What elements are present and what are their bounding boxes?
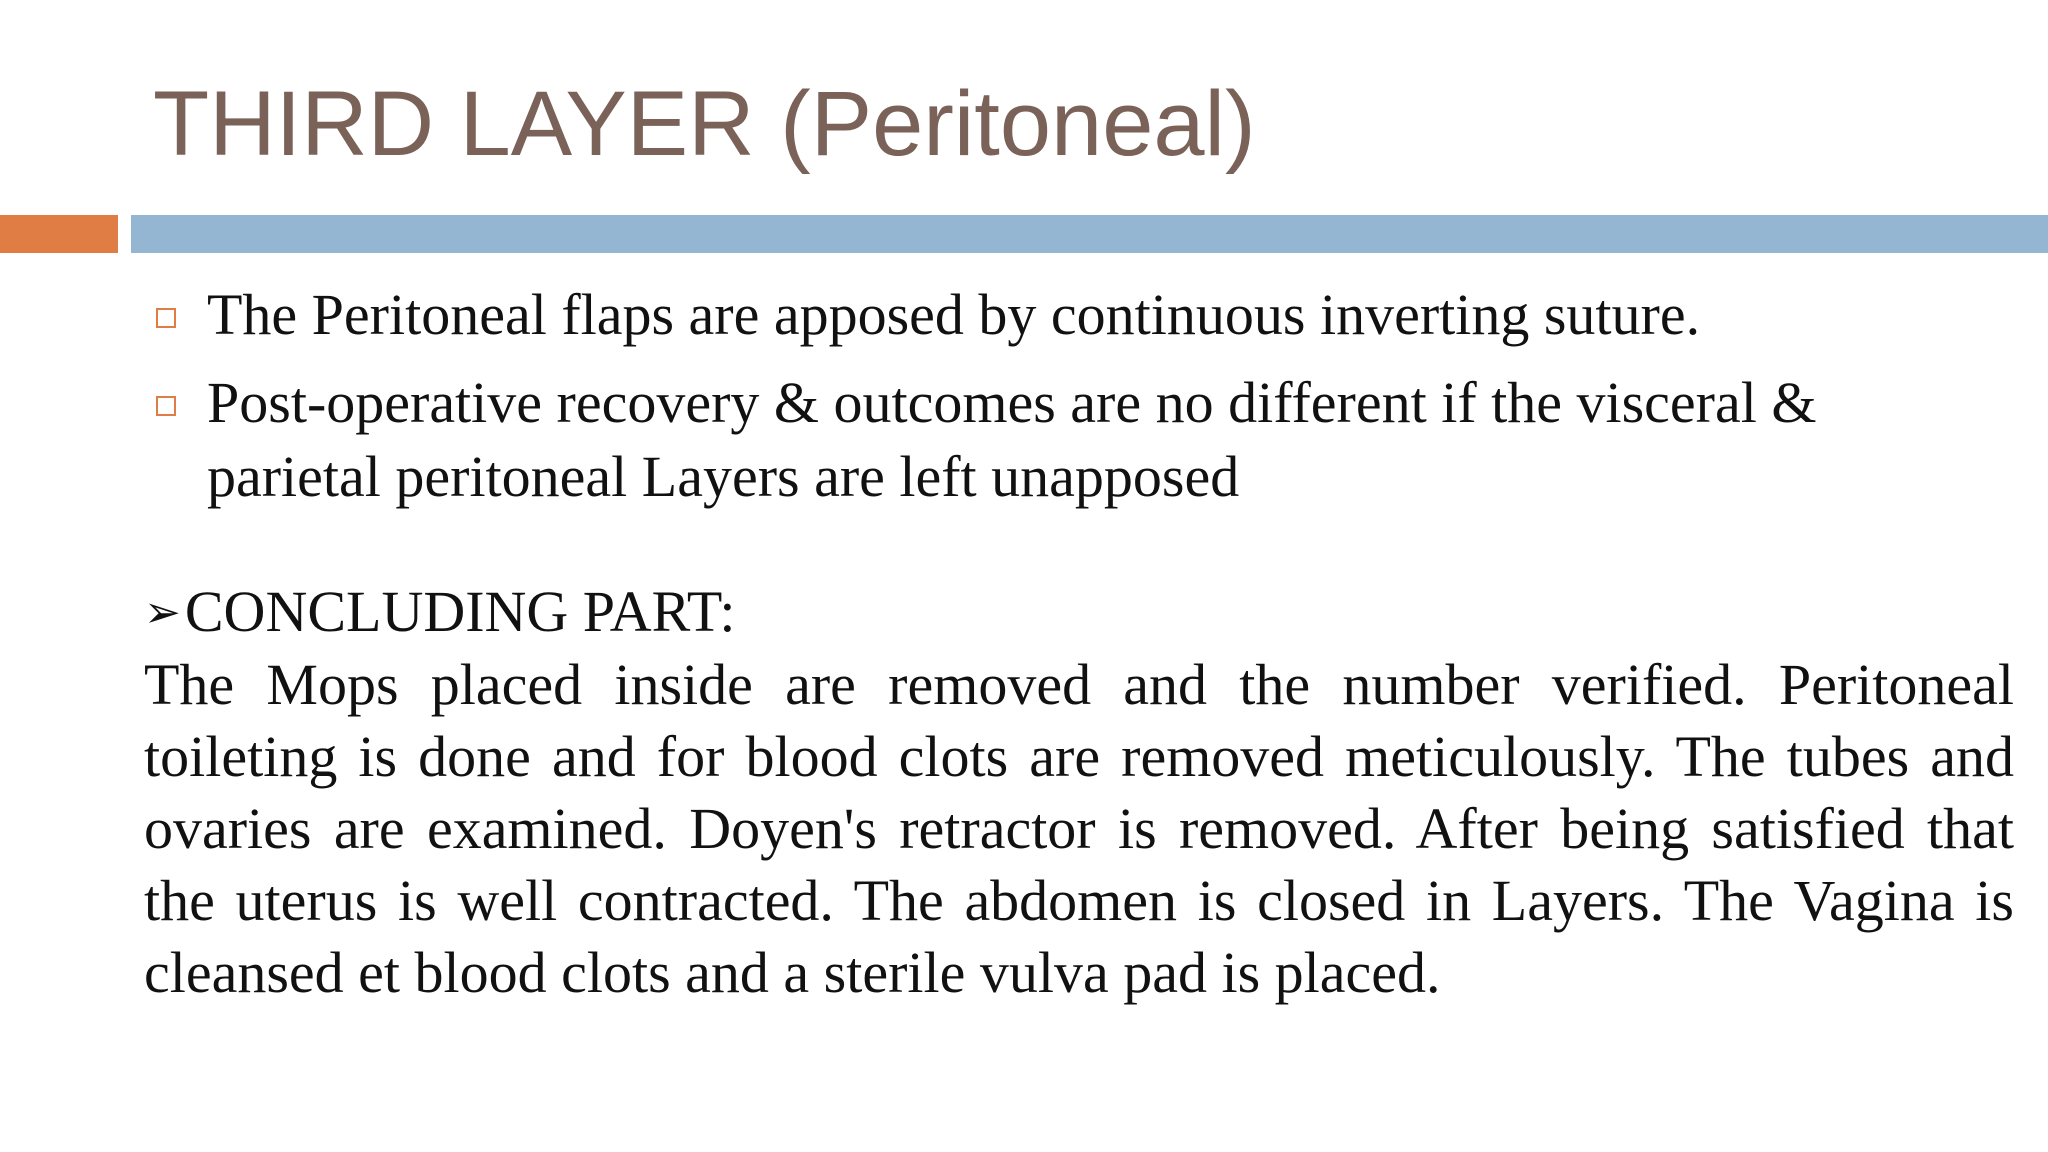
bullet-text: Post-operative recovery & outcomes are no different if the visceral & parietal peritoneal Layers are left unapposed bbox=[207, 370, 1817, 509]
concluding-heading bbox=[144, 576, 2014, 649]
accent-bar-orange bbox=[0, 215, 118, 253]
concluding-paragraph: The Mops placed inside are removed and the number verified. Peritoneal toileting is done and for blood clots are removed meticulously. The tubes and ovaries are examined. Doyen's retractor is removed. After being satisfied that the uterus is well contracted. The abdomen is closed in Layers. The Vagina is cleansed et blood clots and a sterile vulva pad is placed. bbox=[144, 652, 2014, 1005]
arrow-bullet-icon: ➢ bbox=[144, 587, 181, 638]
accent-bar-blue bbox=[131, 215, 2048, 253]
bullet-item bbox=[153, 366, 1953, 514]
square-bullet-icon bbox=[156, 308, 176, 328]
bullet-text: The Peritoneal flaps are apposed by continuous inverting suture. bbox=[207, 282, 1701, 347]
concluding-heading-text: CONCLUDING PART: bbox=[184, 579, 736, 644]
bullet-list bbox=[153, 278, 1953, 528]
bullet-item bbox=[153, 278, 1953, 352]
slide-title: THIRD LAYER (Peritoneal) bbox=[153, 73, 1256, 175]
square-bullet-icon bbox=[156, 396, 176, 416]
concluding-section bbox=[144, 576, 2014, 1009]
